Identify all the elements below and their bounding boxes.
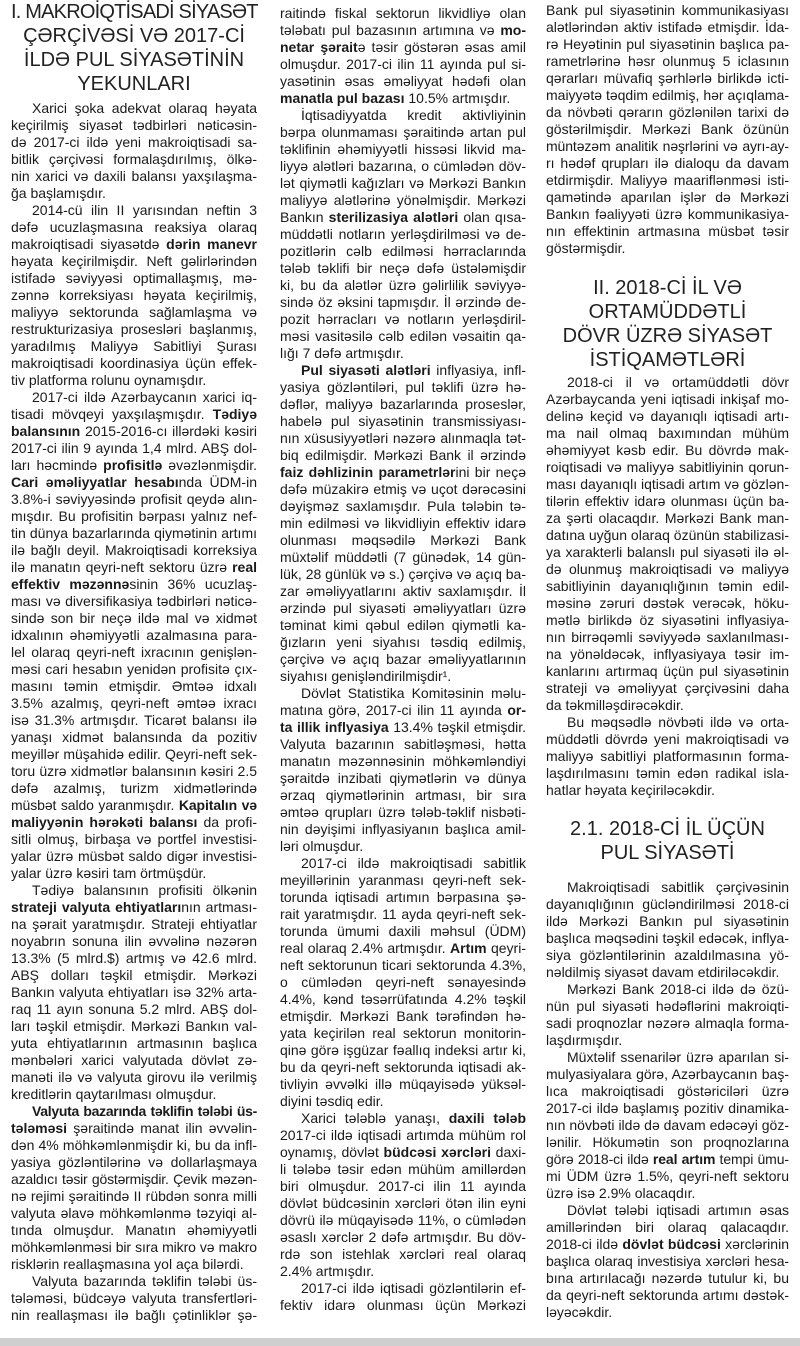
- paragraph: [280, 855, 526, 1110]
- text-line: sində son bir neçə ildə mal və xidmət: [11, 610, 257, 626]
- bold-term: dövlət büdcəsi: [622, 1236, 721, 1252]
- text-line: Bu məqsədlə növbəti ildə və orta-: [567, 714, 789, 730]
- text-line: ması dayanıqlı iqtisadi artım və gözlən-: [546, 476, 789, 492]
- text-line: mışdır. Bu profisitin bərpası yalnız nef-: [11, 508, 257, 524]
- section-heading: [11, 0, 257, 96]
- text-line: nın effektinin artmasına müsbət təsir: [546, 223, 789, 239]
- text-line: Cari əməliyyatlar hesabında ÜDM-in: [11, 474, 257, 490]
- text-line: lel olaraq qeyri-neft ixracının genişlən-: [11, 644, 257, 660]
- text-line: 2017-ci ildə başlamış pozitiv dinamika-: [546, 1100, 789, 1116]
- text-line: göstərmişdir.: [546, 240, 626, 256]
- text-line: əmtəə qrupları üzrə tələb-təklif nisbəti-: [280, 804, 526, 820]
- text-line: dəyişməz saxlamışdır. Pula tələbin tə-: [280, 498, 526, 514]
- text-line: əhəmiyyət kəsb edir. Bu dövrdə mak-: [546, 442, 789, 458]
- text-line: dəfə müzakirə etmiş və uçot dərəcəsini: [280, 481, 526, 497]
- paragraph: [546, 1049, 789, 1202]
- text-line: risklərin reallaşmasına yol aça bilərdi.: [11, 1256, 244, 1272]
- text-line: 2.4% artmışdır.: [280, 1263, 375, 1279]
- text-line: ğa başlamışdır.: [11, 185, 106, 201]
- text-line: makroiqtisadi siyasətdə dərin manevr: [11, 236, 257, 252]
- paragraph: [546, 714, 789, 799]
- bold-term: or-: [507, 702, 526, 718]
- paragraph: [546, 2, 789, 257]
- text-line: ması və diversifikasiya tədbirləri nəticə-: [11, 593, 257, 609]
- text-line: real olaraq 2.4% artmışdır. Artım qeyri-: [280, 940, 526, 956]
- text-line: nün pul siyasəti hədəflərini makroiqti-: [546, 998, 789, 1014]
- text-line: olmuşdur. 2017-ci ilin 11 ayında pul si-: [280, 56, 526, 72]
- bold-term: sterilizasiya alətləri: [328, 209, 459, 225]
- heading-line: YEKUNLARI: [77, 73, 191, 95]
- text-line: Pul siyasəti alətləri inflyasiya, infl-: [301, 362, 526, 378]
- text-line: torunda ümumi daxili məhsul (ÜDM): [280, 923, 526, 939]
- bold-term: strateji valyuta ehtiyatları: [11, 899, 182, 915]
- text-line: da qeyri-neft sektorunda artımı dəstək-: [546, 1287, 789, 1303]
- text-line: o cümlədən qeyri-neft sənayesində: [280, 974, 526, 990]
- text-line: ərzaq qiymətlərinin artması, bir sıra: [280, 787, 526, 803]
- heading-line: İLDƏ PUL SİYASƏTİNİN: [23, 49, 245, 71]
- heading-line: ORTAMÜDDƏTLİ: [588, 301, 747, 323]
- text-line: makroiqtisadi koordinasiya üçün effek-: [11, 355, 257, 371]
- text-line: tələbatı pul bazasının artımına və mo-: [280, 22, 526, 38]
- text-line: məsi cari hesabın yenidən profisitə çıx-: [11, 661, 257, 677]
- text-line: təklifinin əhəmiyyətli hissəsi likvid ma-: [280, 141, 526, 157]
- text-line: lənilir. Hökumətin son proqnozlarına: [546, 1134, 789, 1150]
- text-line: görə 2018-ci ildə real artım tempi ümu-: [546, 1151, 789, 1167]
- text-line: Bankın valyuta ehtiyatları isə 32% arta-: [11, 984, 257, 1000]
- text-line: strateji və əməliyyat çərçivəsini daha: [546, 680, 789, 696]
- text-line: nin reallaşması ilə bağlı çətinliklər şə-: [11, 1307, 257, 1323]
- text-line: möhkəmlənməsi bir sıra mikro və makro: [11, 1239, 257, 1255]
- text-line: sitli olmuş, birbaşa və portfel investisi-: [11, 831, 257, 847]
- text-line: na yönəldəcək, inflyasiyaya təsir im-: [546, 646, 789, 662]
- text-line: sadi proqnozlar nəzərə almaqla forma-: [546, 1015, 789, 1031]
- text-line: rait yaratmışdır. 11 ayda qeyri-neft sek-: [280, 906, 526, 922]
- text-line: ləri olmuşdur.: [280, 838, 364, 854]
- heading-line: ÇƏRÇİVƏSİ VƏ 2017-Cİ: [23, 25, 245, 47]
- text-line: 2017-ci ildə iqtisadi artımda mühüm rol: [280, 1127, 526, 1143]
- bold-term: manatla pul bazası: [280, 90, 405, 106]
- text-line: dən 4% möhkəmlənmişdir ki, bu da infl-: [11, 1137, 257, 1153]
- bold-term: Tədiyə: [212, 406, 257, 422]
- text-line: ğızların yeni siyahısı təsdiq edilmiş,: [280, 634, 526, 650]
- text-line: məsinə zəruri dəstək verəcək, höku-: [546, 595, 789, 611]
- section-heading: [546, 817, 789, 865]
- text-line: bına artırılacağı nəzərdə tutulur ki, bu: [546, 1270, 789, 1286]
- bold-term: ta illik inflyasiya: [280, 719, 389, 735]
- text-line: ABŞ dolları təşkil etmişdir. Mərkəzi: [11, 967, 257, 983]
- text-line: keçirilmiş siyasət tədbirləri nəticəsin-: [11, 117, 257, 133]
- text-line: dəflər, maliyyə bazarlarında proseslər,: [280, 396, 526, 412]
- text-line: tin dünya bazarlarında qiymətinin artımı: [11, 525, 257, 541]
- text-line: siyahısı genişləndirilmişdir¹.: [280, 668, 452, 684]
- bold-term: balansının: [11, 423, 81, 439]
- text-line: lıca makroiqtisadi göstəriciləri üzrə: [546, 1083, 789, 1099]
- text-line: müntəzəm analitik nəşrlərini və ayrı-ay-: [546, 138, 789, 154]
- text-line: Dövlət Statistika Komitəsinin məlu-: [301, 685, 526, 701]
- text-line: da təkmilləşdirəcəkdir.: [546, 697, 684, 713]
- paragraph: [546, 981, 789, 1049]
- text-line: torunda iqtisadi artımın bərpasına şə-: [280, 889, 526, 905]
- text-line: Xarici şoka adekvat olaraq həyata: [32, 100, 257, 116]
- text-line: dəfə azalmış, turizm xidmətlərində: [11, 780, 257, 796]
- text-line: Makroiqtisadi sabitlik çərçivəsinin: [567, 879, 789, 895]
- text-line: dövlət büdcəsinin xərcləri ötən ilin eyni: [280, 1195, 526, 1211]
- text-line: effektiv məzənnəsinin 36% ucuzlaş-: [11, 576, 257, 592]
- text-line: tilərin effektiv idarə olunması üçün ba-: [546, 493, 789, 509]
- text-line: maliyyə sektorunda sağlamlaşma və: [11, 304, 257, 320]
- text-line: mətlə birlikdə öz siyasətini inflyasiya-: [546, 612, 789, 628]
- text-line: na şərait yaratmışdır. Strateji ehtiyatlar: [11, 916, 257, 932]
- text-line: rə Heyətinin pul siyasətinin başlıca pa-: [546, 36, 789, 52]
- text-line: bərpa olunmaması şəraitində artan pul: [280, 124, 526, 140]
- text-line: dayanıqlığının gücləndirilməsi 2018-ci: [546, 896, 789, 912]
- text-line: za şərti olacaqdır. Mərkəzi Bank man-: [546, 510, 789, 526]
- text-line: yalar üzrə müsbət saldo digər investisi-: [11, 848, 257, 864]
- text-line: faiz dəhlizinin parametrlərini bir neçə: [280, 464, 526, 480]
- text-line: laşdırılmasını təmin edən radikal isla-: [546, 765, 789, 781]
- text-line: ta illik inflyasiya 13.4% təşkil etmişdir.: [280, 719, 526, 735]
- text-line: etmişdir. Mərkəzi Bank tərəfindən hə-: [280, 1008, 526, 1024]
- text-line: lət qiymətli kağızları və Mərkəzi Bankın: [280, 175, 526, 191]
- text-line: nəldilmiş siyasət davam etdiriləcəkdir.: [546, 964, 780, 980]
- text-line: sində öz əksini tapmışdır. İl ərzində de-: [280, 294, 526, 310]
- text-line: li tələbə təsir edən mühüm amillərdən: [280, 1161, 526, 1177]
- text-line: məsi vasitəsilə cəlb edilən vəsaitin qa-: [280, 328, 526, 344]
- bold-term: effektiv məzənnə: [11, 576, 130, 592]
- text-column-1: [11, 0, 257, 1324]
- text-line: zənnə korreksiyası həyata keçirilmiş,: [11, 287, 257, 303]
- text-line: delinə keçid və dayanıqlı iqtisadi artı-: [546, 408, 789, 424]
- text-line: bu da qeyri-neft sektorunda iqtisadi ak-: [280, 1059, 526, 1075]
- text-line: tiv platforma rolunu oynamışdır.: [11, 372, 207, 388]
- text-line: nin dəyişimi inflyasiyanın başlıca amil-: [280, 821, 526, 837]
- text-line: dəfə ucuzlaşmasına reaksiya olaraq: [11, 219, 257, 235]
- text-line: manatla pul bazası 10.5% artmışdır.: [280, 90, 511, 106]
- text-line: 2017-ci ildə iqtisadi gözləntilərin ef-: [301, 1280, 526, 1296]
- heading-line: I. MAKROİQTİSADİ SİYASƏT: [11, 1, 258, 23]
- text-line: kanlarını artırmaq üçün pul siyasətinin: [546, 663, 789, 679]
- text-line: 3.8%-i səviyyəsində profisit qeydə alın-: [11, 491, 257, 507]
- text-line: noyabrın sonuna ilin əvvəlinə nəzərən: [11, 933, 257, 949]
- paragraph: [11, 1273, 257, 1324]
- bold-term: netar şərait: [280, 39, 358, 55]
- text-line: laşdırmışdır.: [546, 1032, 623, 1048]
- text-line: rametrlərinə həsr olunmuş 5 iclasının: [546, 53, 789, 69]
- text-line: Mərkəzi Bank 2018-ci ildə də özü-: [567, 981, 789, 997]
- heading-line: İSTİQAMƏTLƏRİ: [589, 349, 746, 371]
- text-line: Valyuta bazarında təklifin tələbi üs-: [32, 1273, 257, 1289]
- bold-term: real: [232, 559, 257, 575]
- bold-term: Artım: [450, 940, 487, 956]
- text-line: maiyyətə təqdim edilmiş, hər açıqlama-: [546, 87, 789, 103]
- heading-line: PUL SİYASƏTİ: [600, 842, 735, 864]
- text-line: ərzində pul siyasəti əməliyyatları üzrə: [280, 600, 526, 616]
- text-line: tələb təklifi bir neçə dəfə üstələmişdir: [280, 260, 526, 276]
- text-line: biri olmuşdur. 2017-ci ilin 11 ayında: [280, 1178, 526, 1194]
- text-line: ildə Mərkəzi Bankın pul siyasətinin: [546, 913, 789, 929]
- text-line: ya xarakterli balanslı pul siyasəti ilə əl-: [546, 544, 789, 560]
- paragraph: [280, 685, 526, 855]
- paragraph: [546, 1202, 789, 1321]
- text-line: rı hədəf qrupları ilə dialoqu da davam: [546, 155, 789, 171]
- text-line: də olunmuş makroiqtisadi və maliyyə: [546, 561, 789, 577]
- bold-term: dərin manevr: [166, 236, 257, 252]
- text-line: liyyə alətləri bazarına, o cümlədən döv-: [280, 158, 526, 174]
- text-line: 2018-ci il və ortamüddətli dövr: [567, 374, 789, 390]
- text-line: 2017-ci ildə makroiqtisadi sabitlik: [301, 855, 526, 871]
- heading-line: 2.1. 2018-Cİ İL ÜÇÜN: [570, 818, 765, 840]
- text-line: istifadə səviyyəsi optimallaşmış, mə-: [11, 270, 257, 286]
- text-line: amillərindən biri olaraq qalacaqdır.: [546, 1219, 789, 1235]
- bold-term: Pul siyasəti alətləri: [301, 362, 431, 378]
- text-line: diyini təsdiq edir.: [280, 1093, 384, 1109]
- text-line: göstərilmişdir. Mərkəzi Bank özünün: [546, 121, 789, 137]
- text-line: maliyyə alətlərinə yönəlmişdir. Mərkəzi: [280, 192, 526, 208]
- text-line: pozit hərracları və notların yerləşdiril-: [280, 311, 526, 327]
- text-line: ma nail olmaq baxımından mühüm: [546, 425, 789, 441]
- text-line: də 2017-ci ildə yeni makroiqtisadi sa-: [11, 134, 257, 150]
- text-line: yasiya gözləntilərinə və dollarlaşmaya: [11, 1154, 257, 1170]
- paragraph: [11, 882, 257, 1103]
- text-line: mənbələri xarici valyutada dövlət zə-: [11, 1052, 257, 1068]
- text-line: ki, bu da alətlər üzrə gəlirlilik səviyyə-: [280, 277, 526, 293]
- heading-line: II. 2018-Cİ İL VƏ: [593, 277, 742, 299]
- text-column-2: [280, 5, 526, 1314]
- text-line: nın xüsusiyyətləri nəzərə alınmaqla tət-: [280, 430, 526, 446]
- text-line: ları təşkil etmişdir. Mərkəzi Bankın val-: [11, 1018, 257, 1034]
- paragraph: [546, 374, 789, 714]
- text-line: toru üzrə xidmətlər balansının kəsiri 2.5: [11, 763, 257, 779]
- text-line: yasətinin əsas əməliyyat hədəfi olan: [280, 73, 526, 89]
- text-line: yata keçirilən real sektorun monitorin-: [280, 1025, 526, 1041]
- text-line: başlıca məqsədini təşkil edəcək, inflya-: [546, 930, 789, 946]
- text-line: tında olmuşdur. Manatın əhəmiyyətli: [11, 1222, 257, 1238]
- text-line: lığı 7 dəfə artmışdır.: [280, 345, 404, 361]
- text-line: olunması məqsədilə Mərkəzi Bank: [280, 532, 526, 548]
- bold-term: real artım: [652, 1151, 716, 1167]
- text-line: Bankın fəaliyyəti üzrə kommunikasiya-: [546, 206, 789, 222]
- paragraph: [280, 1110, 526, 1280]
- text-line: kreditlərin qaytarılması olmuşdur.: [11, 1086, 217, 1102]
- text-line: siya gözləntilərinin azaldılmasına yö-: [546, 947, 789, 963]
- bold-term: tələməsi: [11, 1120, 68, 1136]
- text-line: ları həcmində profisitlə əvəzlənmişdir.: [11, 457, 257, 473]
- text-line: restrukturizasiya prosesləri başlanmış,: [11, 321, 257, 337]
- text-line: biq edilmişdir. Mərkəzi Bank il ərzində: [280, 447, 526, 463]
- text-line: Dövlət tələbi iqtisadi artımın əsas: [567, 1202, 789, 1218]
- text-line: meyillər müşahidə edilir. Qeyri-neft sek-: [11, 746, 257, 762]
- text-line: bitlik çərçivəsi formalaşdırılmış, ölkə-: [11, 151, 257, 167]
- bold-term: Valyuta bazarında təklifin tələbi üs-: [32, 1103, 257, 1119]
- text-line: ləyəcəkdir.: [546, 1304, 613, 1320]
- text-line: zar əməliyyatlarını aktiv saxlamışdır. İl: [280, 583, 526, 599]
- text-line: maliyyə sabitliyi platformasının forma-: [546, 748, 789, 764]
- text-line: Bank pul siyasətinin kommunikasiyası: [546, 2, 789, 18]
- bold-term: Cari əməliyyatlar hesabı: [11, 474, 179, 490]
- text-line: maliyyənin hərəkəti balansı da profi-: [11, 814, 257, 830]
- paragraph: [280, 5, 526, 107]
- bold-term: daxili tələb: [448, 1110, 526, 1126]
- text-line: həyata keçirilmişdir. Neft gəlirlərindən: [11, 253, 257, 269]
- text-line: 3.5% azalmış, qeyri-neft əmtəə ixracı: [11, 695, 257, 711]
- text-line: raitində fiskal sektorun likvidliyə olan: [280, 5, 526, 21]
- bold-term: maliyyənin hərəkəti balansı: [11, 814, 198, 830]
- text-line: 2018-ci ildə dövlət büdcəsi xərclərinin: [546, 1236, 789, 1252]
- bold-term: profisitlə: [103, 457, 163, 473]
- text-line: İqtisadiyyatda kredit aktivliyinin: [301, 107, 526, 123]
- text-line: raq 11 ayın sonuna 5.2 mlrd. ABŞ dol-: [11, 1001, 257, 1017]
- text-line: tivliyin əvvəlki illə müqayisədə yüksəl-: [280, 1076, 526, 1092]
- text-line: dövrü ilə müqayisədə 11%, o cümlədən: [280, 1212, 526, 1228]
- text-line: valyuta əlavə möhkəmlənmə təzyiqi al-: [11, 1205, 257, 1221]
- text-line: müsbət saldo yaranmışdır. Kapitalın və: [11, 797, 257, 813]
- text-line: yalar üzrə kəsiri tam örtmüşdür.: [11, 865, 207, 881]
- text-line: tələməsi, büdcəyə valyuta transfertləri-: [11, 1290, 257, 1306]
- text-line: Xarici tələblə yanaşı, daxili tələb: [301, 1110, 526, 1126]
- text-line: etdirmişdir. Maliyyə maariflənməsi isti-: [546, 172, 789, 188]
- text-line: Valyuta bazarının sabitləşməsi, hətta: [280, 736, 526, 752]
- text-line: sabitliyinin dayanıqlığının təmin edil-: [546, 578, 789, 594]
- paragraph: [280, 107, 526, 362]
- text-line: matına görə, 2017-ci ilin 11 ayında or-: [280, 702, 526, 718]
- text-line: Müxtəlif ssenarilər üzrə aparılan si-: [567, 1049, 789, 1065]
- text-line: balansının 2015-2016-cı illərdəki kəsiri: [11, 423, 257, 439]
- text-line: qərarları müvafiq şərhlərlə birlikdə icti-: [546, 70, 789, 86]
- text-line: yaradılmış Maliyyə Sabitliyi Şurası: [11, 338, 257, 354]
- paragraph: [11, 202, 257, 389]
- text-line: roiqtisadi və maliyyə sabitliyinin qorun-: [546, 459, 789, 475]
- text-line: rdə son istehlak xərcləri real olaraq: [280, 1246, 526, 1262]
- text-line: meyillərinin yaranması qeyri-neft sek-: [280, 872, 526, 888]
- text-line: nin xarici və daxili balansı yaxşılaşma-: [11, 168, 257, 184]
- text-line: müddətli notların yerləşdirilməsi və de-: [280, 226, 526, 242]
- text-line: təminat kimi qəbul edilən qiymətli ka-: [280, 617, 526, 633]
- bold-term: büdcəsi xərcləri: [383, 1144, 491, 1160]
- text-line: başlıca olaraq investisiya xərcləri hesa-: [546, 1253, 789, 1269]
- text-line: mi ÜDM üzrə 1.5%, qeyri-neft sektoru: [546, 1168, 789, 1184]
- text-line: nın növbəti ildə də davam edəcəyi göz-: [546, 1117, 789, 1133]
- text-line: şəraitdə inzibati qiymətlərin və dünya: [280, 770, 526, 786]
- text-line: Azərbaycanda yeni iqtisadi inkişaf mo-: [546, 391, 789, 407]
- text-column-3: [546, 2, 789, 1321]
- text-line: da növbəti qərarın gözlənilən tarixi də: [546, 104, 789, 120]
- paragraph: [546, 879, 789, 981]
- text-line: yasiya gözləntiləri, pul təklifi üzrə hə-: [280, 379, 526, 395]
- text-line: oynamış, dövlət büdcəsi xərcləri daxi-: [280, 1144, 526, 1160]
- bold-term: faiz dəhlizinin parametrlər: [280, 464, 456, 480]
- text-line: strateji valyuta ehtiyatlarının artması-: [11, 899, 257, 915]
- text-line: müxtəlif müddətli (7 günədək, 14 gün-: [280, 549, 526, 565]
- text-line: Tədiyə balansının profisiti ölkənin: [32, 882, 257, 898]
- text-line: nə rejimi şəraitində II rübdən sonra milli: [11, 1188, 257, 1204]
- page-bottom-edge: [0, 1338, 800, 1346]
- text-line: 4.4%, kənd təsərrüfatında 4.2% təşkil: [280, 991, 526, 1007]
- text-line: 13.3% (5 mlrd.$) artmış və 42.6 mlrd.: [11, 950, 257, 966]
- text-line: netar şəraitə təsir göstərən əsas amil: [280, 39, 526, 55]
- paragraph: [11, 1103, 257, 1273]
- text-line: pozitlərin cəlb edilməsi hərraclarında: [280, 243, 526, 259]
- text-line: lük, 28 günlük və s.) çərçivə və açıq ba-: [280, 566, 526, 582]
- text-line: tələməsi şəraitində manat ilin əvvəlin-: [11, 1120, 257, 1136]
- bold-term: mo-: [500, 22, 526, 38]
- text-line: alətlərindən aktiv istifadə etmişdir. İda-: [546, 19, 789, 35]
- text-line: isə 31.3% artmışdır. Ticarət balansı ilə: [11, 712, 257, 728]
- text-line: azaldıcı təsir göstərmişdir. Çevik məzən-: [11, 1171, 257, 1187]
- text-line: masını təmin etmişdir. Əmtəə idxalı: [11, 678, 257, 694]
- text-line: neft sektorunun ticari sektorunda 4.3%,: [280, 957, 526, 973]
- paragraph: [280, 362, 526, 685]
- heading-line: DÖVR ÜZRƏ SİYASƏT: [562, 325, 773, 347]
- text-line: tisadi mövqeyi yaxşılaşmışdır. Tədiyə: [11, 406, 257, 422]
- text-line: min edilməsi və likvidliyin effektiv idarə: [280, 515, 526, 531]
- text-line: qamətində aparılan işlər də Mərkəzi: [546, 189, 789, 205]
- text-line: qinə görə işgüzar fəallıq indeksi artır ki,: [280, 1042, 526, 1058]
- text-line: fektiv idarə olunması üçün Mərkəzi: [280, 1297, 526, 1313]
- text-line: çərçivə və açıq bazar əməliyyatlarının: [280, 651, 526, 667]
- text-line: manəti ilə və valyuta girovu ilə verilmiş: [11, 1069, 257, 1085]
- text-line: ilə bağlı deyil. Makroiqtisadi korreksiya: [11, 542, 257, 558]
- text-line: hatlar həyata keçiriləcəkdir.: [546, 782, 715, 798]
- text-line: mulyasiyalara görə, Azərbaycanın baş-: [546, 1066, 789, 1082]
- section-heading: [546, 276, 789, 372]
- paragraph: [11, 100, 257, 202]
- text-line: nın birrəqəmli səviyyədə saxlanılması-: [546, 629, 789, 645]
- text-line: 2014-cü ilin II yarısından neftin 3: [32, 202, 257, 218]
- text-line: Bankın sterilizasiya alətləri olan qısa-: [280, 209, 526, 225]
- text-line: manatın məzənnəsinin möhkəmləndiyi: [280, 753, 526, 769]
- text-line: əsaslı xərclər 2 dəfə artmışdır. Bu döv-: [280, 1229, 526, 1245]
- text-line: idxalının əhəmiyyətli azalmasına para-: [11, 627, 257, 643]
- text-line: yanaşı xidmət balansında da pozitiv: [11, 729, 257, 745]
- text-line: habelə pul siyasətinin transmissiyası-: [280, 413, 526, 429]
- text-line: [11, 1103, 257, 1120]
- paragraph: [11, 389, 257, 882]
- text-line: ilə manatın qeyri-neft sektoru üzrə real: [11, 559, 257, 575]
- text-line: 2017-ci ildə Azərbaycanın xarici iq-: [32, 389, 257, 405]
- text-line: müddətli dövrdə yeni makroiqtisadi və: [546, 731, 789, 747]
- bold-term: Kapitalın və: [178, 797, 257, 813]
- text-line: üzrə isə 2.9% olacaqdır.: [546, 1185, 696, 1201]
- text-line: yuta ehtiyatlarının artmasının başlıca: [11, 1035, 257, 1051]
- paragraph: [280, 1280, 526, 1314]
- text-line: 2017-ci ilin 9 ayında 1,4 mlrd. ABŞ dol-: [11, 440, 257, 456]
- text-line: datına uyğun olaraq özünün stabilizasi-: [546, 527, 789, 543]
